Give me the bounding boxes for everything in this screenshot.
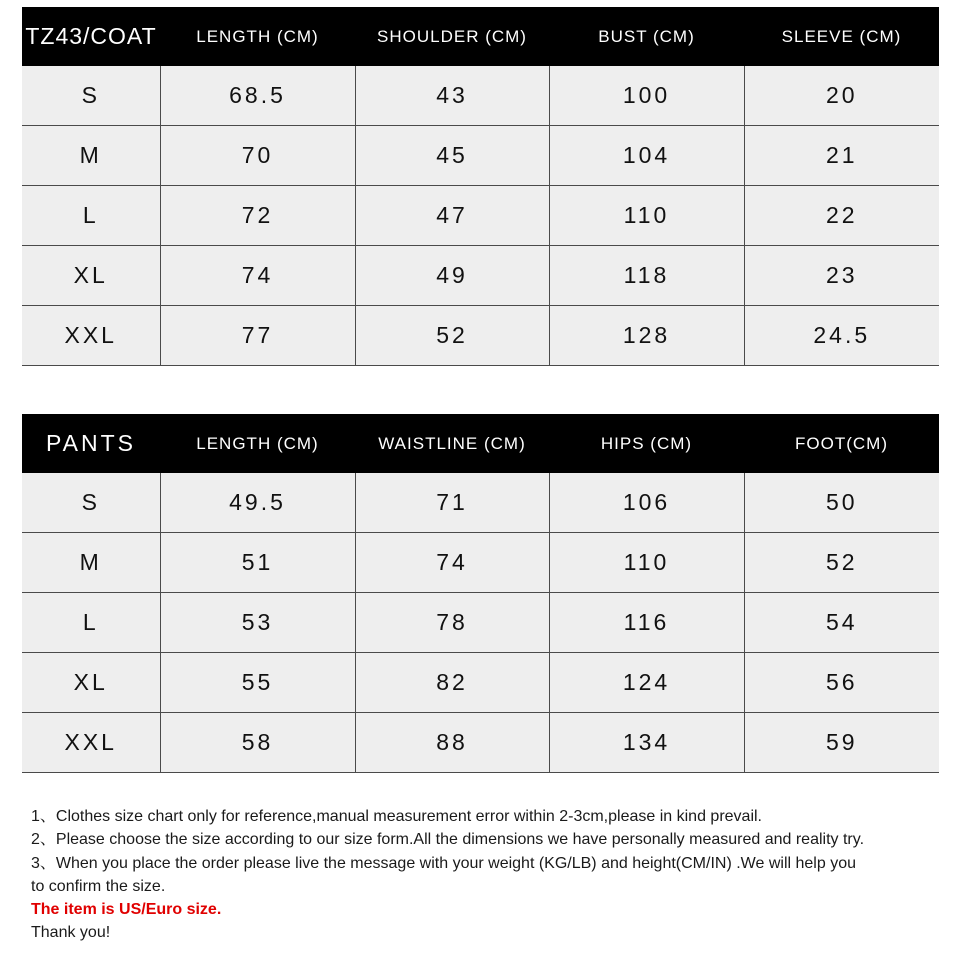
table-cell: 88 — [355, 713, 549, 773]
table-cell: 124 — [549, 653, 744, 713]
table-cell: 59 — [744, 713, 939, 773]
table-cell: 74 — [160, 246, 355, 306]
table-cell: 128 — [549, 306, 744, 366]
table-row — [22, 186, 939, 246]
size-cell: XXL — [22, 713, 160, 773]
table-row — [22, 126, 939, 186]
table-cell: 47 — [355, 186, 549, 246]
table-cell: 20 — [744, 66, 939, 126]
coat-size-table — [22, 7, 939, 366]
table-row — [22, 653, 939, 713]
table-row — [22, 713, 939, 773]
pants-size-table — [22, 414, 939, 773]
coat-header-row — [22, 7, 939, 66]
pants-header-hips: HIPS (CM) — [549, 414, 744, 473]
table-cell: 72 — [160, 186, 355, 246]
pants-header-row — [22, 414, 939, 473]
table-cell: 68.5 — [160, 66, 355, 126]
table-cell: 50 — [744, 473, 939, 533]
coat-header-shoulder: SHOULDER (CM) — [355, 7, 549, 66]
table-cell: 100 — [549, 66, 744, 126]
table-cell: 55 — [160, 653, 355, 713]
note-line-3: 3、When you place the order please live the message with your weight (KG/LB) and height(CM/IN) .We will help you to confirm the size. — [31, 854, 856, 895]
table-cell: 52 — [744, 533, 939, 593]
pants-header-length: LENGTH (CM) — [160, 414, 355, 473]
table-row — [22, 473, 939, 533]
size-cell: XXL — [22, 306, 160, 366]
thank-you-text: Thank you! — [31, 924, 111, 942]
table-cell: 134 — [549, 713, 744, 773]
table-cell: 22 — [744, 186, 939, 246]
table-cell: 58 — [160, 713, 355, 773]
table-cell: 106 — [549, 473, 744, 533]
table-cell: 54 — [744, 593, 939, 653]
pants-header-foot: FOOT(CM) — [744, 414, 939, 473]
size-cell: L — [22, 593, 160, 653]
coat-table-title: TZ43/COAT — [22, 7, 160, 66]
table-cell: 49.5 — [160, 473, 355, 533]
size-cell: S — [22, 66, 160, 126]
table-cell: 53 — [160, 593, 355, 653]
table-cell: 77 — [160, 306, 355, 366]
table-cell: 78 — [355, 593, 549, 653]
table-cell: 70 — [160, 126, 355, 186]
note-line-2: 2、Please choose the size according to our size form.All the dimensions we have personally measured and reality try. — [31, 831, 865, 849]
table-cell: 82 — [355, 653, 549, 713]
size-cell: XL — [22, 653, 160, 713]
size-cell: XL — [22, 246, 160, 306]
table-cell: 110 — [549, 533, 744, 593]
size-cell: L — [22, 186, 160, 246]
size-standard-notice: The item is US/Euro size. — [31, 901, 222, 919]
coat-header-bust: BUST (CM) — [549, 7, 744, 66]
table-cell: 21 — [744, 126, 939, 186]
table-row — [22, 306, 939, 366]
table-cell: 24.5 — [744, 306, 939, 366]
table-cell: 56 — [744, 653, 939, 713]
pants-header-waistline: WAISTLINE (CM) — [355, 414, 549, 473]
size-cell: M — [22, 533, 160, 593]
size-cell: S — [22, 473, 160, 533]
table-cell: 43 — [355, 66, 549, 126]
table-cell: 71 — [355, 473, 549, 533]
table-cell: 45 — [355, 126, 549, 186]
table-cell: 118 — [549, 246, 744, 306]
pants-table-title: PANTS — [22, 414, 160, 473]
coat-header-length: LENGTH (CM) — [160, 7, 355, 66]
coat-header-sleeve: SLEEVE (CM) — [744, 7, 939, 66]
table-cell: 104 — [549, 126, 744, 186]
table-cell: 51 — [160, 533, 355, 593]
table-row — [22, 246, 939, 306]
size-cell: M — [22, 126, 160, 186]
table-row — [22, 66, 939, 126]
table-cell: 110 — [549, 186, 744, 246]
size-notes — [31, 805, 871, 945]
note-line-1: 1、Clothes size chart only for reference,manual measurement error within 2-3cm,please in kind prevail. — [31, 808, 762, 825]
table-cell: 52 — [355, 306, 549, 366]
table-cell: 49 — [355, 246, 549, 306]
table-row — [22, 593, 939, 653]
table-row — [22, 533, 939, 593]
table-cell: 116 — [549, 593, 744, 653]
table-cell: 23 — [744, 246, 939, 306]
table-cell: 74 — [355, 533, 549, 593]
